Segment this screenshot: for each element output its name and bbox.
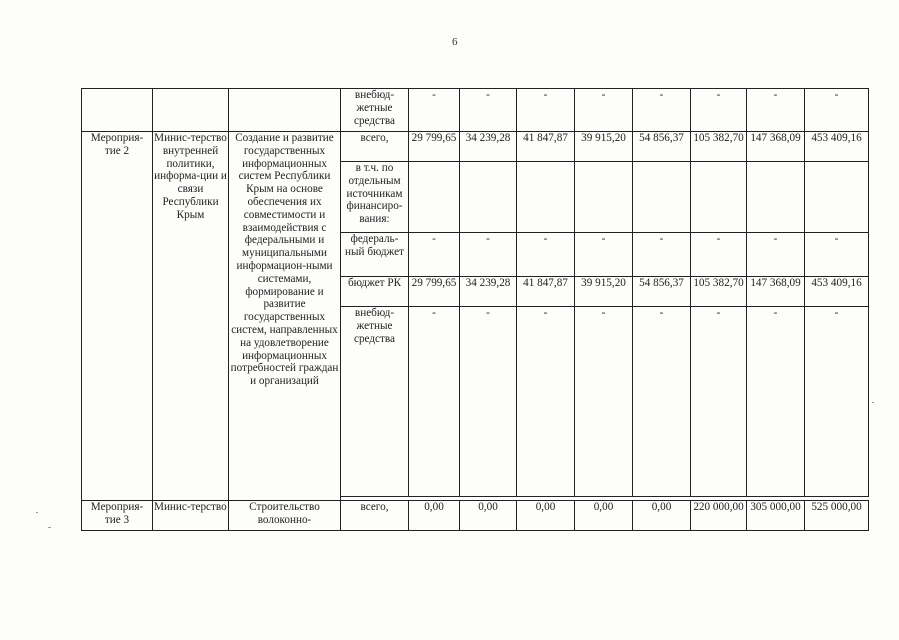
- value-cell: -: [575, 307, 633, 497]
- value-cell: 0,00: [575, 501, 633, 531]
- table-cell-empty: [805, 162, 869, 233]
- table-cell-empty: [229, 89, 341, 132]
- source-cell: внебюд-жетные средства: [341, 307, 409, 497]
- executor-cell: Минис-терство: [153, 501, 229, 531]
- value-cell: -: [575, 89, 633, 132]
- table-cell-empty: [153, 89, 229, 132]
- table-cell-empty: [82, 89, 153, 132]
- value-cell: 453 409,16: [805, 277, 869, 307]
- table-row-m3-total: [82, 501, 869, 531]
- table-cell-empty: [575, 162, 633, 233]
- value-cell: 41 847,87: [517, 132, 575, 162]
- executor-cell: Минис-терство внутренней политики, информа-ции и связи Республики Крым: [153, 132, 229, 501]
- table-row-vnebud-continued: [82, 89, 869, 132]
- value-cell: 39 915,20: [575, 132, 633, 162]
- table-cell-empty: [517, 162, 575, 233]
- value-cell: -: [517, 307, 575, 497]
- value-cell: -: [409, 89, 460, 132]
- value-cell: 105 382,70: [691, 277, 747, 307]
- value-cell: -: [747, 233, 805, 277]
- source-cell: внебюд-жетные средства: [341, 89, 409, 132]
- value-cell: -: [409, 307, 460, 497]
- value-cell: 41 847,87: [517, 277, 575, 307]
- value-cell: 525 000,00: [805, 501, 869, 531]
- description-cell: Создание и развитие государственных информационных систем Республики Крым на основе обеспечения их совместимости и взаимодействия с федеральными и муниципальными информацион-ными системами, формирование и развитие государственных систем, направленных на удовлетворение информационных потребностей граждан и организаций: [229, 132, 341, 501]
- value-cell: -: [805, 233, 869, 277]
- table-row-m2-total: [82, 132, 869, 162]
- value-cell: -: [691, 233, 747, 277]
- value-cell: 305 000,00: [747, 501, 805, 531]
- value-cell: -: [460, 307, 517, 497]
- scan-speck: [36, 512, 38, 513]
- measure-label: Мероприя-тие 3: [82, 501, 153, 531]
- table-cell-empty: [409, 162, 460, 233]
- table-cell-empty: [460, 162, 517, 233]
- description-cell: Строительство волоконно-: [229, 501, 341, 531]
- value-cell: -: [747, 89, 805, 132]
- value-cell: 34 239,28: [460, 277, 517, 307]
- measure-label: Мероприя-тие 2: [82, 132, 153, 501]
- table-cell-empty: [747, 162, 805, 233]
- value-cell: -: [517, 89, 575, 132]
- value-cell: -: [517, 233, 575, 277]
- value-cell: 453 409,16: [805, 132, 869, 162]
- table-cell-empty: [691, 162, 747, 233]
- value-cell: -: [460, 233, 517, 277]
- funding-table: [81, 88, 869, 531]
- value-cell: -: [633, 89, 691, 132]
- value-cell: -: [691, 307, 747, 497]
- value-cell: 54 856,37: [633, 277, 691, 307]
- scan-speck: [48, 527, 51, 528]
- value-cell: -: [805, 307, 869, 497]
- value-cell: -: [409, 233, 460, 277]
- value-cell: 0,00: [409, 501, 460, 531]
- scan-speck: [872, 402, 874, 403]
- value-cell: 34 239,28: [460, 132, 517, 162]
- source-cell: бюджет РК: [341, 277, 409, 307]
- value-cell: -: [633, 233, 691, 277]
- value-cell: 147 368,09: [747, 132, 805, 162]
- value-cell: -: [691, 89, 747, 132]
- value-cell: 39 915,20: [575, 277, 633, 307]
- source-cell: в т.ч. по отдельным источникам финансиро-вания:: [341, 162, 409, 233]
- source-cell: всего,: [341, 501, 409, 531]
- value-cell: -: [575, 233, 633, 277]
- value-cell: 0,00: [517, 501, 575, 531]
- value-cell: 54 856,37: [633, 132, 691, 162]
- value-cell: -: [460, 89, 517, 132]
- source-cell: всего,: [341, 132, 409, 162]
- value-cell: 105 382,70: [691, 132, 747, 162]
- table-cell-empty: [633, 162, 691, 233]
- value-cell: -: [805, 89, 869, 132]
- value-cell: -: [747, 307, 805, 497]
- value-cell: 29 799,65: [409, 277, 460, 307]
- source-cell: федераль-ный бюджет: [341, 233, 409, 277]
- value-cell: 220 000,00: [691, 501, 747, 531]
- value-cell: 29 799,65: [409, 132, 460, 162]
- value-cell: 0,00: [633, 501, 691, 531]
- value-cell: -: [633, 307, 691, 497]
- value-cell: 0,00: [460, 501, 517, 531]
- page-number: 6: [452, 36, 458, 48]
- value-cell: 147 368,09: [747, 277, 805, 307]
